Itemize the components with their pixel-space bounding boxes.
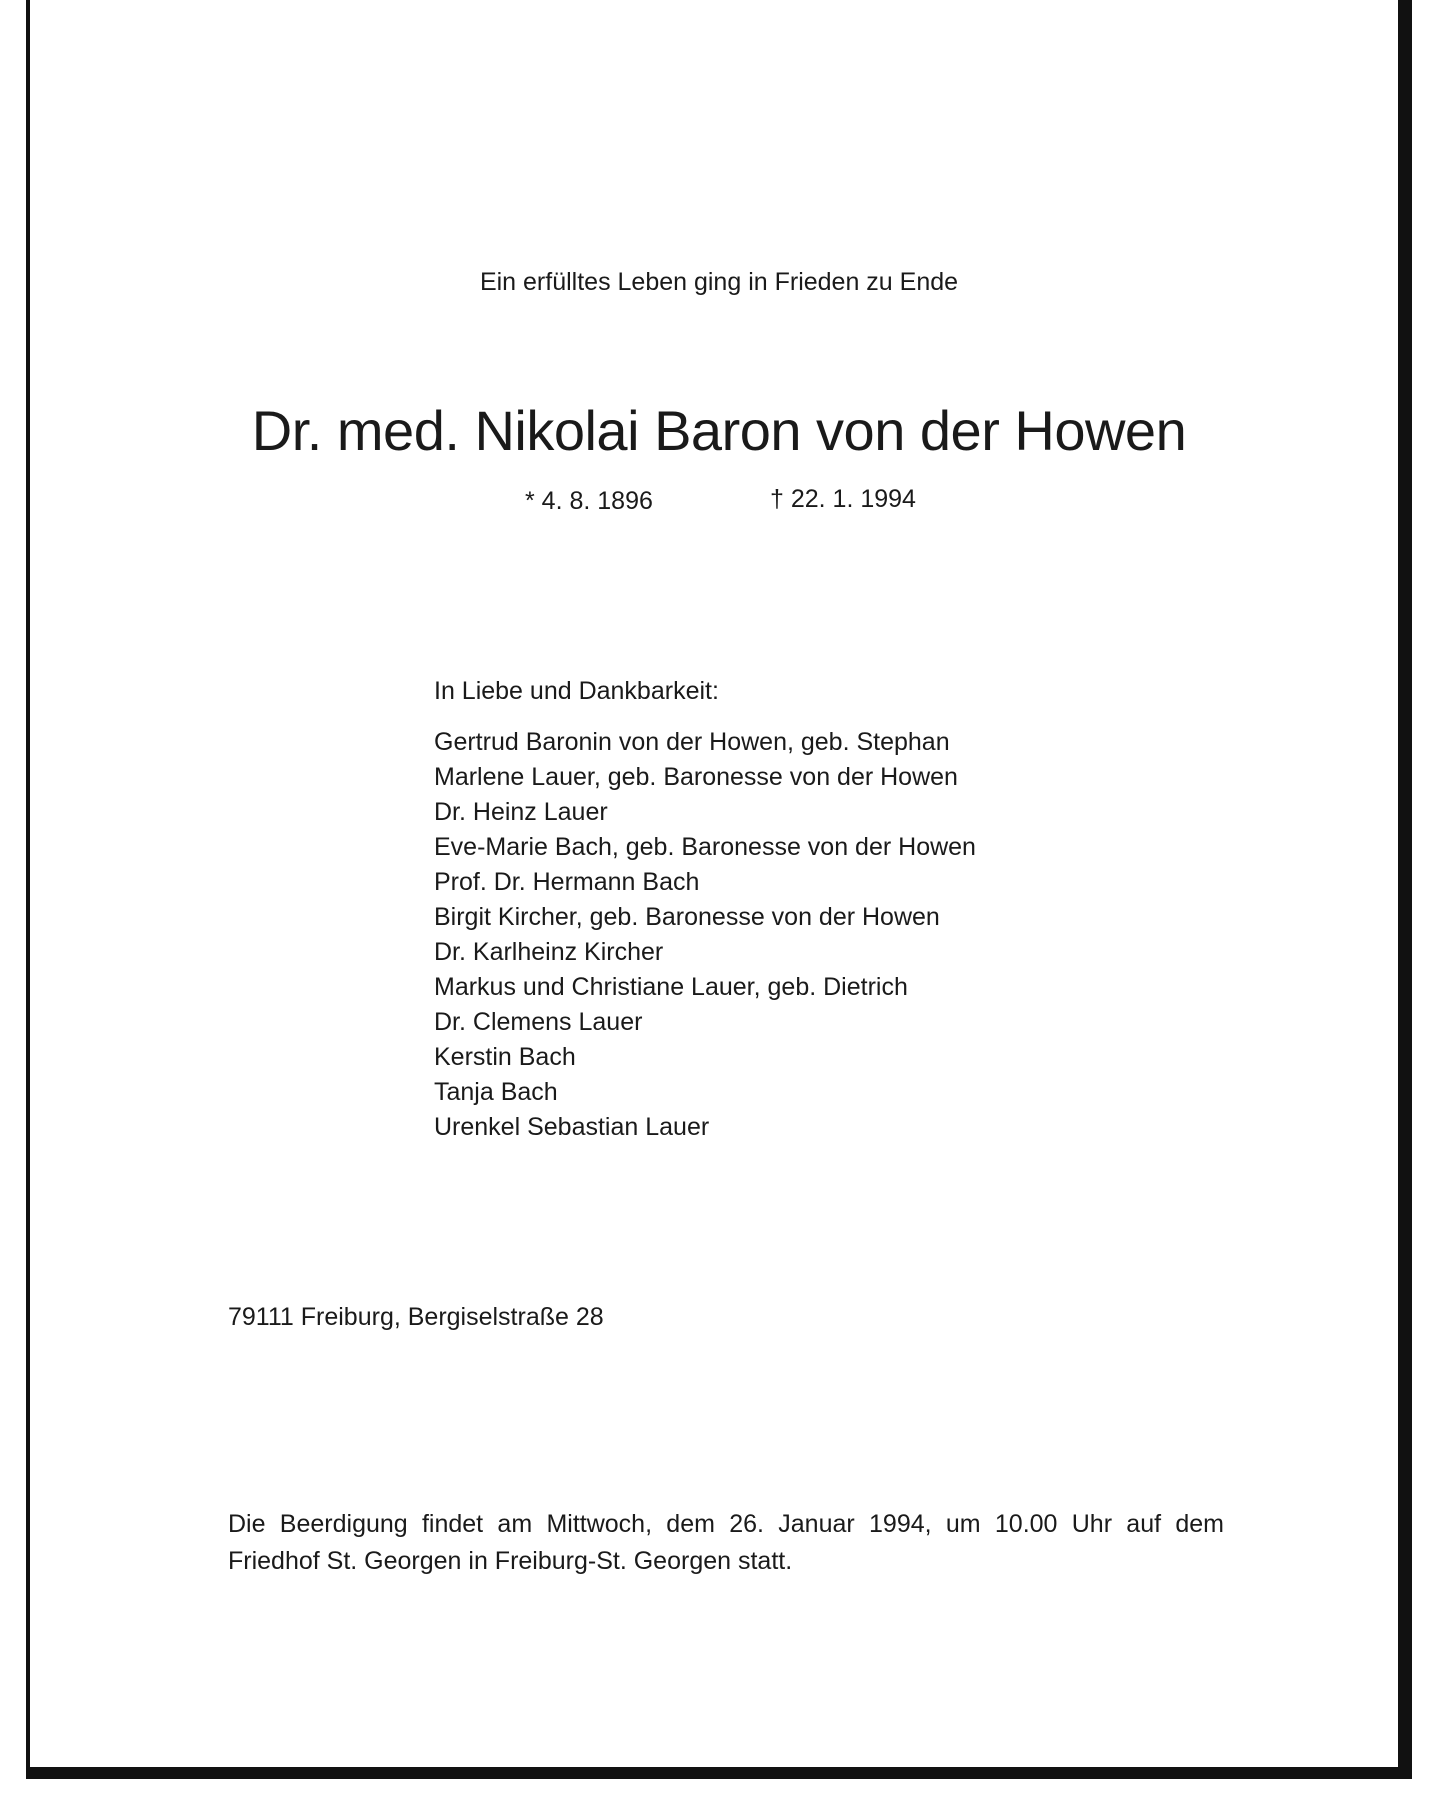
mourner-item: Dr. Heinz Lauer: [434, 798, 608, 826]
funeral-info-line-1: Die Beerdigung findet am Mittwoch, dem 26. Januar 1994, um 10.00 Uhr auf dem: [228, 1510, 1224, 1538]
deceased-name: Dr. med. Nikolai Baron von der Howen: [251, 399, 1187, 462]
mourner-item: Birgit Kircher, geb. Baronesse von der Howen: [434, 903, 940, 931]
family-address: 79111 Freiburg, Bergiselstraße 28: [228, 1303, 604, 1331]
funeral-info: [228, 1506, 1224, 1580]
birth-date: * 4. 8. 1896: [525, 487, 653, 515]
mourner-item: Kerstin Bach: [434, 1043, 576, 1071]
mourner-item: Dr. Clemens Lauer: [434, 1008, 643, 1036]
mourner-item: Gertrud Baronin von der Howen, geb. Stephan: [434, 728, 950, 756]
mourner-item: Prof. Dr. Hermann Bach: [434, 868, 700, 896]
tagline: Ein erfülltes Leben ging in Frieden zu Ende: [479, 268, 959, 296]
mourner-item: Eve-Marie Bach, geb. Baronesse von der Howen: [434, 833, 976, 861]
funeral-info-line-2: Friedhof St. Georgen in Freiburg-St. Georgen statt.: [228, 1547, 793, 1575]
death-date: † 22. 1. 1994: [770, 485, 916, 513]
mourner-item: Marlene Lauer, geb. Baronesse von der Howen: [434, 763, 958, 791]
mourner-item: Markus und Christiane Lauer, geb. Dietrich: [434, 973, 908, 1001]
mourner-item: Dr. Karlheinz Kircher: [434, 938, 664, 966]
mourner-item: Urenkel Sebastian Lauer: [434, 1113, 710, 1141]
mourner-item: Tanja Bach: [434, 1078, 558, 1106]
mourners-intro: In Liebe und Dankbarkeit:: [434, 677, 719, 705]
mourners-list: [434, 725, 976, 1145]
